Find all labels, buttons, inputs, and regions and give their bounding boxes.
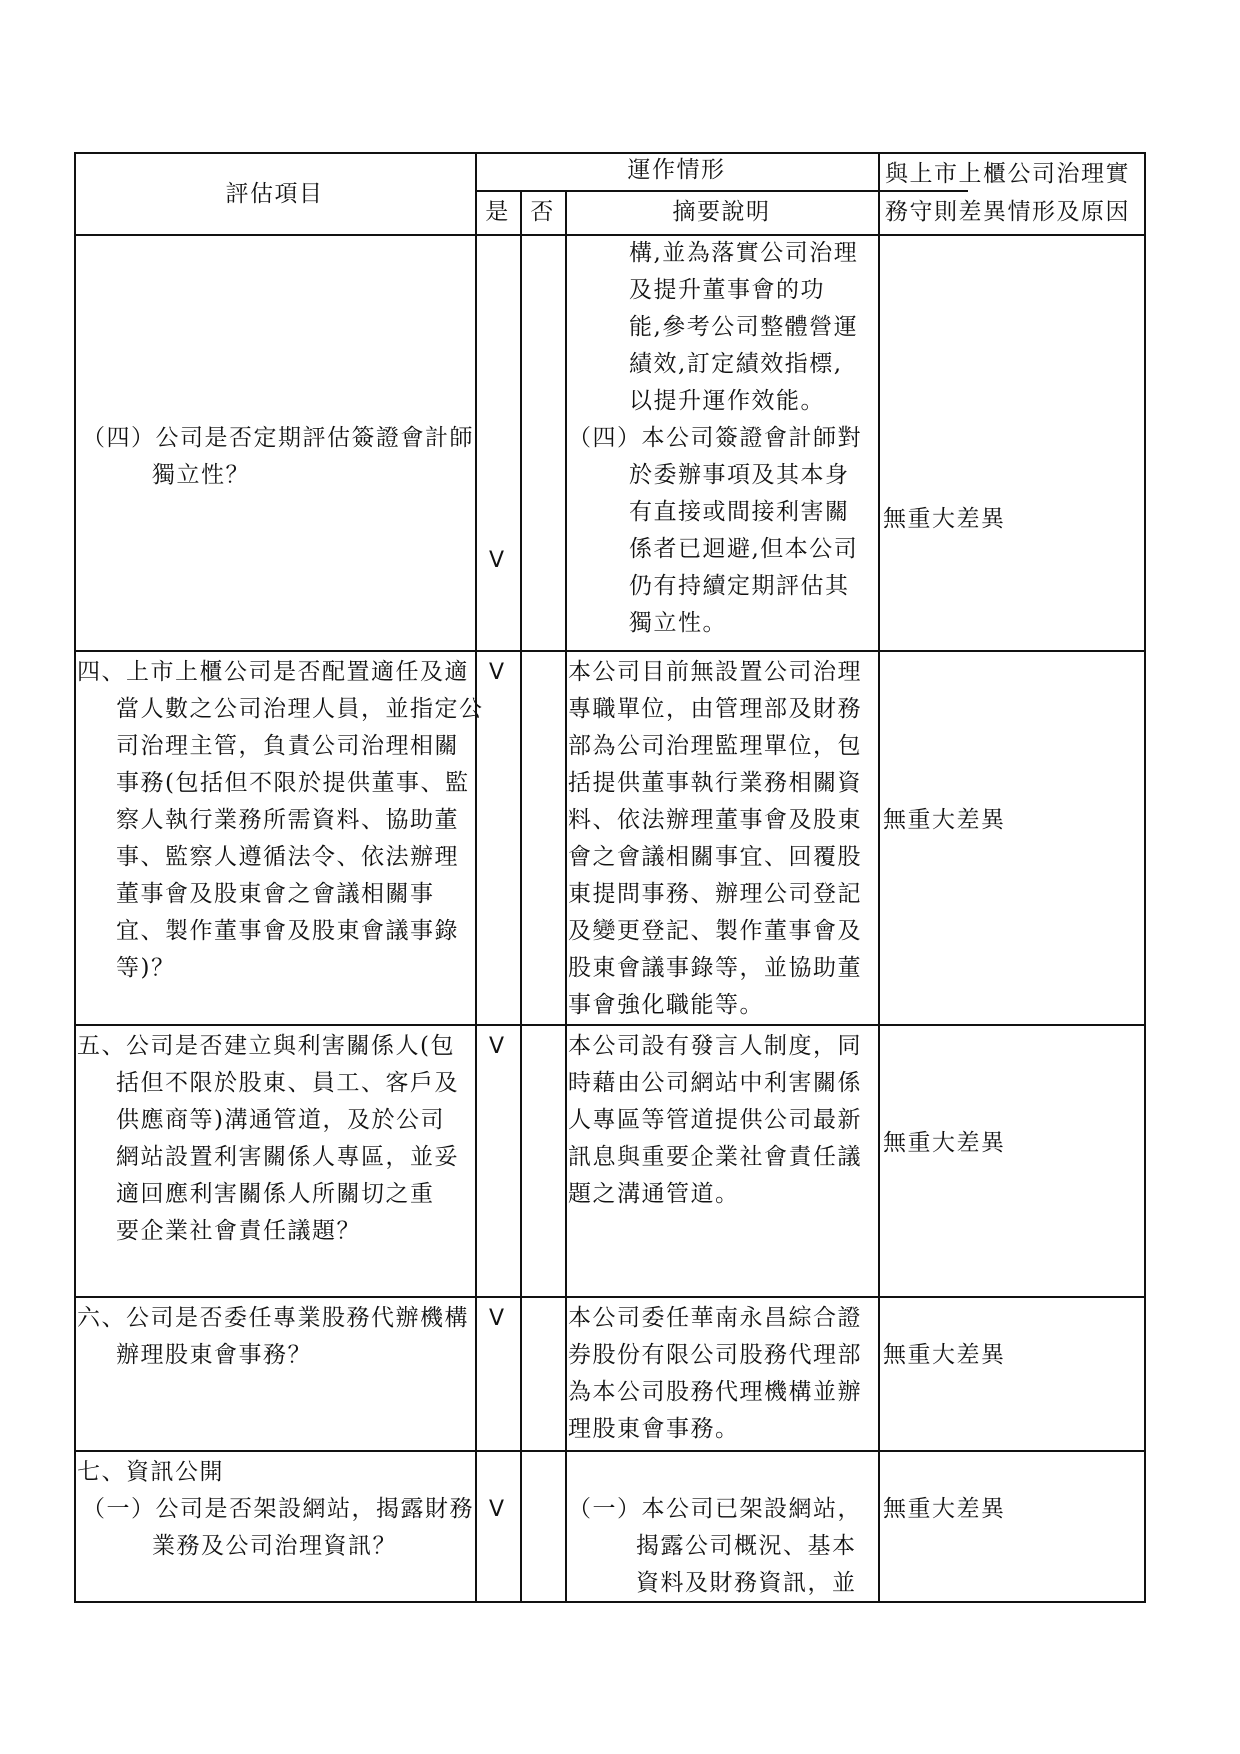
row0-summary-line-10: 仍有持續定期評估其: [629, 573, 850, 599]
row1-summary-line-7: 東提問事務、辦理公司登記: [568, 881, 862, 907]
header-bottom-border: [74, 234, 1146, 236]
row2-summary-line-5: 題之溝通管道。: [568, 1181, 740, 1207]
row3-item-line-2: 辦理股東會事務？: [116, 1342, 312, 1368]
row1-summary-line-8: 及變更登記、製作董事會及: [568, 918, 862, 944]
row4-item-line-3: 業務及公司治理資訊？: [152, 1533, 397, 1559]
header-yes: 是: [485, 199, 510, 225]
row4-yes-mark: V: [489, 1497, 505, 1522]
row2-item-line-1: 五、公司是否建立與利害關係人(包: [77, 1033, 455, 1059]
header-no: 否: [530, 199, 555, 225]
governance-evaluation-table: [74, 152, 1146, 1603]
row1-item-line-1: 四、上市上櫃公司是否配置適任及適: [77, 659, 469, 685]
row1-item-line-7: 董事會及股東會之會議相關事: [116, 881, 435, 907]
col-divider-no: [565, 190, 567, 1603]
row2-item-line-6: 要企業社會責任議題？: [116, 1218, 361, 1244]
row0-yes-mark: V: [489, 548, 505, 573]
row1-summary-line-2: 專職單位，由管理部及財務: [568, 696, 862, 722]
row2-summary-line-2: 時藉由公司網站中利害關係: [568, 1070, 862, 1096]
row0-diff: 無重大差異: [883, 506, 1006, 532]
row0-item-line-2: 獨立性？: [152, 462, 250, 488]
row4-summary-line-3: 資料及財務資訊，並: [636, 1570, 857, 1596]
row1-item-line-6: 事、監察人遵循法令、依法辦理: [116, 844, 459, 870]
header-diff-line-2: 務守則差異情形及原因: [885, 199, 1130, 225]
row1-item-line-9: 等)？: [116, 955, 176, 981]
row4-item-line-1: 七、資訊公開: [77, 1459, 224, 1485]
row0-summary-line-7: 於委辦事項及其本身: [629, 462, 850, 488]
row4-summary-line-1: （一）本公司已架設網站，: [568, 1496, 862, 1522]
row2-item-line-5: 適回應利害關係人所關切之重: [116, 1181, 435, 1207]
row3-summary-line-2: 券股份有限公司股務代理部: [568, 1342, 862, 1368]
row0-summary-line-5: 以提升運作效能。: [629, 388, 825, 414]
row2-diff: 無重大差異: [883, 1130, 1006, 1156]
row1-item-line-2: 當人數之公司治理人員，並指定公: [116, 696, 484, 722]
row1-item-line-3: 司治理主管，負責公司治理相關: [116, 733, 459, 759]
row0-summary-line-9: 係者已迴避,但本公司: [629, 536, 859, 562]
row2-item-line-4: 網站設置利害關係人專區，並妥: [116, 1144, 459, 1170]
row1-summary-line-6: 會之會議相關事宜、回覆股: [568, 844, 862, 870]
row0-summary-line-6: （四）本公司簽證會計師對: [568, 425, 862, 451]
row1-summary-line-3: 部為公司治理監理單位，包: [568, 733, 862, 759]
row3-diff: 無重大差異: [883, 1342, 1006, 1368]
row3-item-line-1: 六、公司是否委任專業股務代辦機構: [77, 1305, 469, 1331]
row4-summary-line-2: 揭露公司概況、基本: [636, 1533, 857, 1559]
header-diff-line-1: 與上市上櫃公司治理實: [885, 161, 1130, 187]
row2-summary-line-4: 訊息與重要企業社會責任議: [568, 1144, 862, 1170]
row1-yes-mark: V: [489, 660, 505, 685]
row1-summary-line-9: 股東會議事錄等，並協助董: [568, 955, 862, 981]
row2-item-line-2: 括但不限於股東、員工、客戶及: [116, 1070, 459, 1096]
header-summary: 摘要說明: [672, 199, 771, 225]
row2-yes-mark: V: [489, 1034, 505, 1059]
row-divider-3: [74, 1296, 1146, 1298]
row0-summary-line-4: 績效,訂定績效指標,: [629, 351, 843, 377]
row-divider-2: [74, 1024, 1146, 1026]
col-divider-yes: [520, 190, 522, 1603]
row3-summary-line-3: 為本公司股務代理機構並辦: [568, 1379, 862, 1405]
row1-summary-line-4: 括提供董事執行業務相關資: [568, 770, 862, 796]
table-border-bottom: [74, 1601, 1146, 1603]
row3-summary-line-4: 理股東會事務。: [568, 1416, 740, 1442]
row0-summary-line-11: 獨立性。: [629, 610, 727, 636]
row1-item-line-5: 察人執行業務所需資料、協助董: [116, 807, 459, 833]
row4-item-line-2: （一）公司是否架設網站，揭露財務: [82, 1496, 474, 1522]
row3-summary-line-1: 本公司委任華南永昌綜合證: [568, 1305, 862, 1331]
row1-summary-line-1: 本公司目前無設置公司治理: [568, 659, 862, 685]
header-item: 評估項目: [225, 181, 324, 207]
row2-summary-line-1: 本公司設有發言人制度，同: [568, 1033, 862, 1059]
row1-item-line-4: 事務(包括但不限於提供董事、監: [116, 770, 470, 796]
row0-item-line-1: （四）公司是否定期評估簽證會計師: [82, 425, 474, 451]
row2-item-line-3: 供應商等)溝通管道，及於公司: [116, 1107, 445, 1133]
row-divider-1: [74, 650, 1146, 652]
row1-diff: 無重大差異: [883, 807, 1006, 833]
row0-summary-line-3: 能,參考公司整體營運: [629, 314, 859, 340]
col-divider-item: [475, 152, 477, 1603]
row1-item-line-8: 宜、製作董事會及股東會議事錄: [116, 918, 459, 944]
row0-summary-line-2: 及提升董事會的功: [629, 277, 825, 303]
row1-summary-line-5: 料、依法辦理董事會及股東: [568, 807, 862, 833]
col-divider-summary: [878, 152, 880, 1603]
table-border-right: [1144, 152, 1146, 1603]
row4-diff: 無重大差異: [883, 1496, 1006, 1522]
row0-summary-line-1: 構,並為落實公司治理: [629, 240, 859, 266]
table-border-left: [74, 152, 76, 1603]
row0-summary-line-8: 有直接或間接利害關: [629, 499, 850, 525]
row2-summary-line-3: 人專區等管道提供公司最新: [568, 1107, 862, 1133]
header-status: 運作情形: [627, 157, 726, 183]
row1-summary-line-10: 事會強化職能等。: [568, 992, 764, 1018]
row-divider-4: [74, 1450, 1146, 1452]
row3-yes-mark: V: [489, 1306, 505, 1331]
